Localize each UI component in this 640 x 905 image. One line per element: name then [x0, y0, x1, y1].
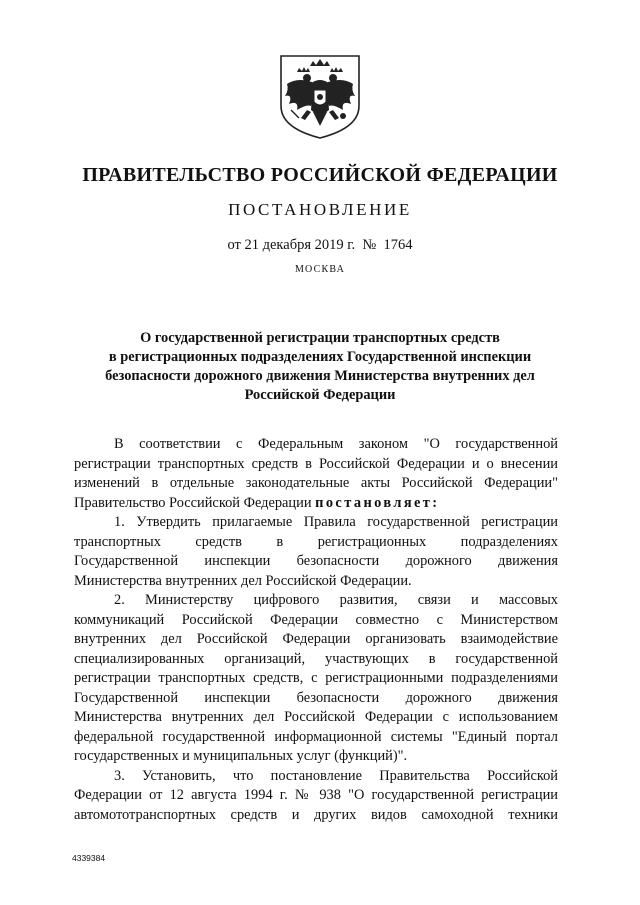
document-body: [74, 435, 558, 825]
resolves-word: постановляет:: [315, 494, 440, 511]
paragraph-3-line: автомототранспортных средств и других видов самоходной техники: [74, 806, 558, 823]
coat-of-arms-emblem-icon: [277, 54, 363, 140]
document-city: МОСКВА: [294, 264, 346, 275]
paragraph-1-line: Государственной инспекции безопасности дорожного движения: [74, 553, 558, 569]
paragraph-2-line: внутренних дел Российской Федерации организовать взаимодействие: [74, 631, 558, 647]
preamble-line: изменений в отдельные законодательные акты Российской Федерации": [74, 475, 558, 491]
document-date-number: от 21 декабря 2019 г. № 1764: [227, 237, 413, 253]
paragraph-2-line: Государственной инспекции безопасности дорожного движения: [74, 689, 558, 706]
paragraph-3-line: 3. Установить, что постановление Правительства Российской: [114, 767, 558, 784]
subject-line: Российской Федерации: [244, 387, 396, 403]
preamble-text: Правительство Российской Федерации: [74, 494, 316, 511]
paragraph-2-line: 2. Министерству цифрового развития, связи и массовых: [114, 592, 558, 608]
document-code: 4339384: [72, 853, 106, 863]
paragraph-1-line: Министерства внутренних дел Российской Федерации.: [74, 572, 412, 589]
paragraph-1-line: 1. Утвердить прилагаемые Правила государственной регистрации: [114, 514, 558, 530]
paragraph-2-line: регистрации транспортных средств, с регистрационными подразделениями: [74, 670, 558, 686]
paragraph-2-line: государственных и муниципальных услуг (функций)".: [74, 748, 408, 764]
government-title: ПРАВИТЕЛЬСТВО РОССИЙСКОЙ ФЕДЕРАЦИИ: [82, 164, 558, 186]
paragraph-3-line: Федерации от 12 августа 1994 г. № 938 "О государственной регистрации: [74, 787, 558, 803]
document-subject: [60, 329, 580, 405]
preamble-line: В соответствии с Федеральным законом "О государственной: [114, 436, 558, 452]
paragraph-2-line: Министерства внутренних дел Российской Федерации с использованием: [74, 709, 558, 725]
subject-line: О государственной регистрации транспортных средств: [140, 330, 500, 346]
preamble-line: [74, 494, 558, 514]
subject-line: безопасности дорожного движения Министерства внутренних дел: [105, 368, 535, 384]
subject-line: в регистрационных подразделениях Государственной инспекции: [108, 349, 532, 365]
document-type: ПОСТАНОВЛЕНИЕ: [228, 200, 412, 219]
paragraph-2-line: коммуникаций Российской Федерации совместно с Министерством: [74, 611, 558, 628]
paragraph-2-line: федеральной государственной информационной системы "Единый портал: [74, 728, 558, 745]
paragraph-1-line: транспортных средств в регистрационных подразделениях: [74, 533, 558, 550]
paragraph-2-line: специализированных организаций, участвующих в государственной: [74, 650, 558, 667]
preamble-line: регистрации транспортных средств в Российской Федерации и о внесении: [74, 455, 558, 472]
